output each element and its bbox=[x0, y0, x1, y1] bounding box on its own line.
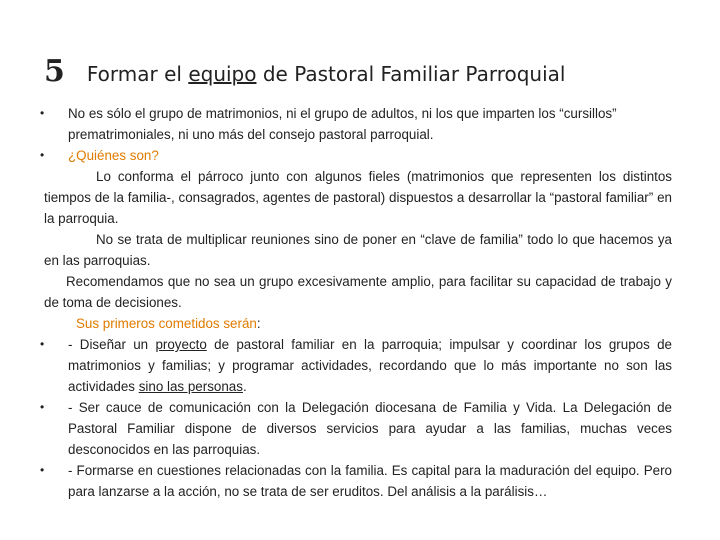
bullet-text-part: - Diseñar un bbox=[68, 337, 156, 352]
title-post: de Pastoral Familiar Parroquial bbox=[256, 62, 566, 86]
bullet-icon: • bbox=[40, 400, 45, 414]
bullet-icon: • bbox=[40, 463, 45, 477]
bullet-text: No es sólo el grupo de matrimonios, ni el grupo de adultos, ni los que imparten los “cursillos” prematrimoniales, ni uno más del consejo pastoral parroquial. bbox=[68, 106, 617, 142]
bullet-icon: • bbox=[40, 106, 45, 120]
bullet-item bbox=[40, 397, 672, 460]
bullet-text-part: de pastoral familiar en la parroquia; impulsar y coordinar los grupos de matrimonios y familias; y programar actividades, recordando que lo más importante no son las actividades bbox=[68, 337, 672, 394]
bullet-icon: • bbox=[40, 148, 45, 162]
paragraph: Recomendamos que no sea un grupo excesivamente amplio, para facilitar su capacidad de trabajo y de toma de decisiones. bbox=[44, 274, 672, 310]
subheading bbox=[44, 313, 672, 334]
bullet-item bbox=[40, 460, 672, 502]
bullet-text: - Formarse en cuestiones relacionadas con la familia. Es capital para la maduración del equipo. Pero para lanzarse a la acción, no se trata de ser eruditos. Del análisis a la parálisis… bbox=[68, 463, 672, 499]
bullet-item bbox=[40, 145, 672, 166]
subheading-colon: : bbox=[256, 316, 261, 331]
question-heading: ¿Quiénes son? bbox=[68, 148, 159, 163]
bullet-underlined: proyecto bbox=[155, 337, 207, 352]
title-underlined: equipo bbox=[188, 62, 257, 86]
title-pre: Formar el bbox=[86, 62, 189, 86]
bullet-icon: • bbox=[40, 337, 45, 351]
slide-title bbox=[44, 54, 565, 89]
bullet-underlined: sino las personas bbox=[138, 379, 243, 394]
paragraph: No se trata de multiplicar reuniones sino de poner en “clave de familia” todo lo que hacemos ya en las parroquias. bbox=[44, 232, 672, 268]
bullet-item bbox=[40, 334, 672, 397]
section-number: 5 bbox=[44, 54, 65, 89]
subheading-text: Sus primeros cometidos serán bbox=[76, 316, 257, 331]
bullet-text bbox=[68, 334, 672, 397]
bullet-item bbox=[40, 103, 672, 145]
slide-body bbox=[40, 103, 672, 502]
title-text bbox=[87, 62, 566, 86]
paragraph: Lo conforma el párroco junto con algunos fieles (matrimonios que representen los distintos tiempos de la familia-, consagrados, agentes de pastoral) dispuestos a desarrollar la “pastoral familiar” en la parroquia. bbox=[44, 169, 672, 226]
bullet-text-part: . bbox=[242, 379, 247, 394]
bullet-text: - Ser cauce de comunicación con la Delegación diocesana de Familia y Vida. La Delegación de Pastoral Familiar dispone de diversos servicios para ayudar a las familias, muchas veces desconocidos en las parroquias. bbox=[68, 400, 672, 457]
